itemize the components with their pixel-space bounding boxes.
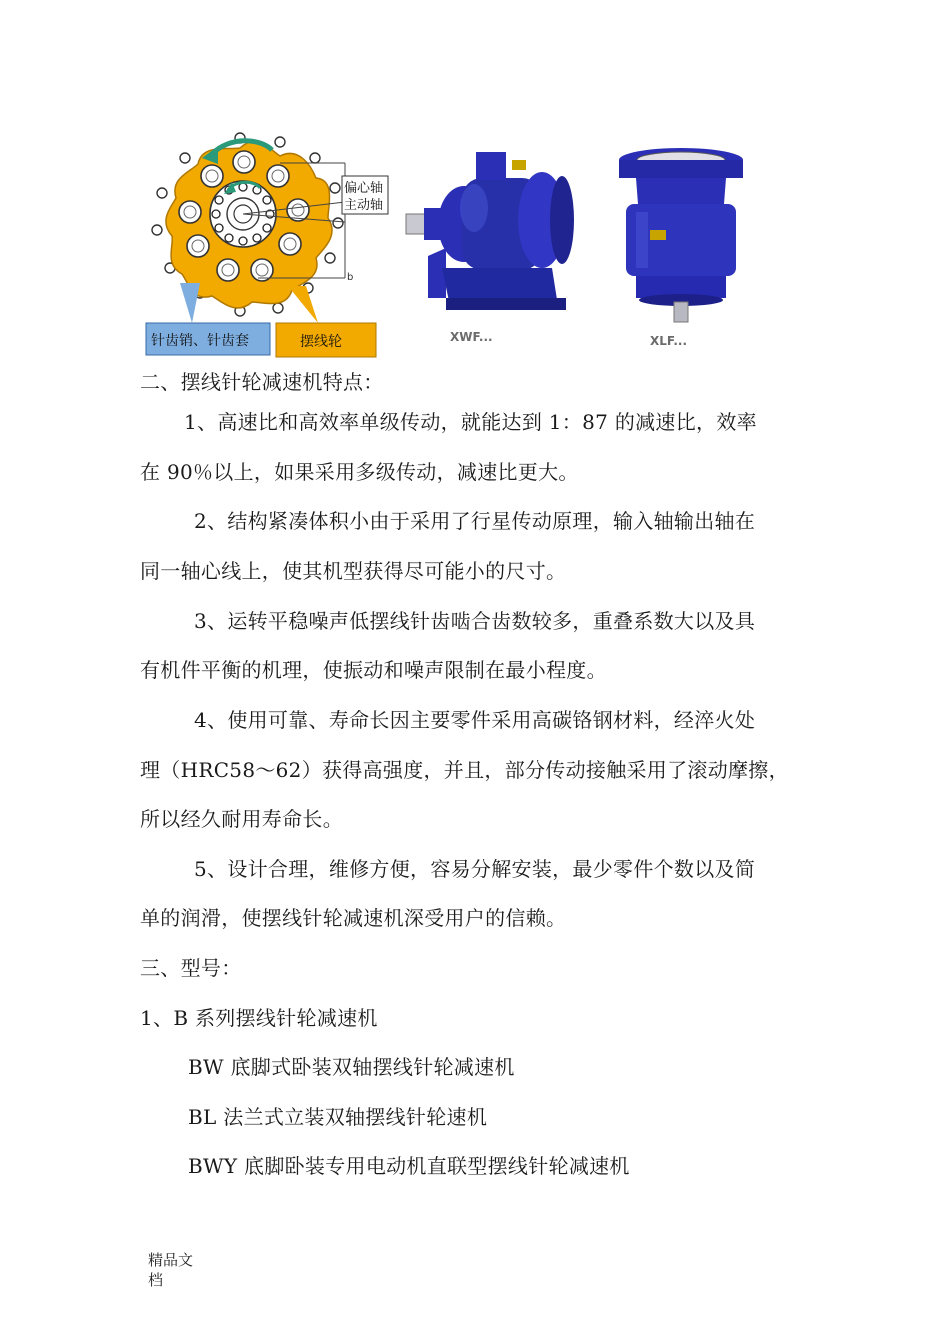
item4-line2: 理（HRC58～62）获得高强度，并且，部分传动接触采用了滚动摩擦， xyxy=(140,758,789,782)
section2-heading: 二、摆线针轮减速机特点： xyxy=(140,370,384,394)
item3-line1: 3、运转平稳噪声低摆线针齿啮合齿数较多，重叠系数大以及具 xyxy=(194,609,756,633)
label-drive-shaft: 主动轴 xyxy=(344,198,384,213)
footer-watermark xyxy=(148,1250,193,1290)
item5-line1: 5、设计合理，维修方便，容易分解安装，最少零件个数以及简 xyxy=(194,857,756,881)
caption-xlf: XLF... xyxy=(650,334,688,348)
figure-row xyxy=(140,118,760,363)
series-b-title: 1、B 系列摆线针轮减速机 xyxy=(140,1006,378,1030)
svg-text:针齿销、针齿套: 针齿销、针齿套 xyxy=(151,333,249,349)
item1-line2: 在 90％以上，如果采用多级传动，减速比更大。 xyxy=(140,460,579,484)
item2-line2: 同一轴心线上，使其机型获得尽可能小的尺寸。 xyxy=(140,559,567,583)
item4-line3: 所以经久耐用寿命长。 xyxy=(140,807,343,831)
diagram-marker-label: b xyxy=(347,272,354,283)
item1-line1: 1、高速比和高效率单级传动，就能达到 1：87 的减速比，效率 xyxy=(184,410,757,434)
label-pin: 针齿销 xyxy=(151,333,193,349)
caption-xwf: XWF... xyxy=(450,330,493,344)
model-bw: BW 底脚式卧装双轴摆线针轮减速机 xyxy=(188,1055,515,1079)
item5-line2: 单的润滑，使摆线针轮减速机深受用户的信赖。 xyxy=(140,906,567,930)
cycloid-diagram xyxy=(140,118,390,363)
label-cycloid-wheel: 摆线轮 xyxy=(300,334,342,350)
footer-line2: 档 xyxy=(148,1271,164,1289)
reducer-xlf-image xyxy=(616,146,746,326)
model-bwy: BWY 底脚卧装专用电动机直联型摆线针轮减速机 xyxy=(188,1154,630,1178)
item4-line1: 4、使用可靠、寿命长因主要零件采用高碳铬钢材料，经淬火处 xyxy=(194,708,756,732)
item2-line1: 2、结构紧凑体积小由于采用了行星传动原理，输入轴输出轴在 xyxy=(194,509,756,533)
reducer-xwf-image xyxy=(402,148,582,318)
label-eccentric-shaft: 偏心轴 xyxy=(344,181,384,196)
model-bl: BL 法兰式立装双轴摆线针轮速机 xyxy=(188,1105,488,1129)
section3-heading: 三、型号： xyxy=(140,956,242,980)
item3-line2: 有机件平衡的机理，使振动和噪声限制在最小程度。 xyxy=(140,658,607,682)
footer-line1: 精品文 xyxy=(148,1251,194,1269)
label-pin-sleeve: 针齿套 xyxy=(207,333,249,349)
